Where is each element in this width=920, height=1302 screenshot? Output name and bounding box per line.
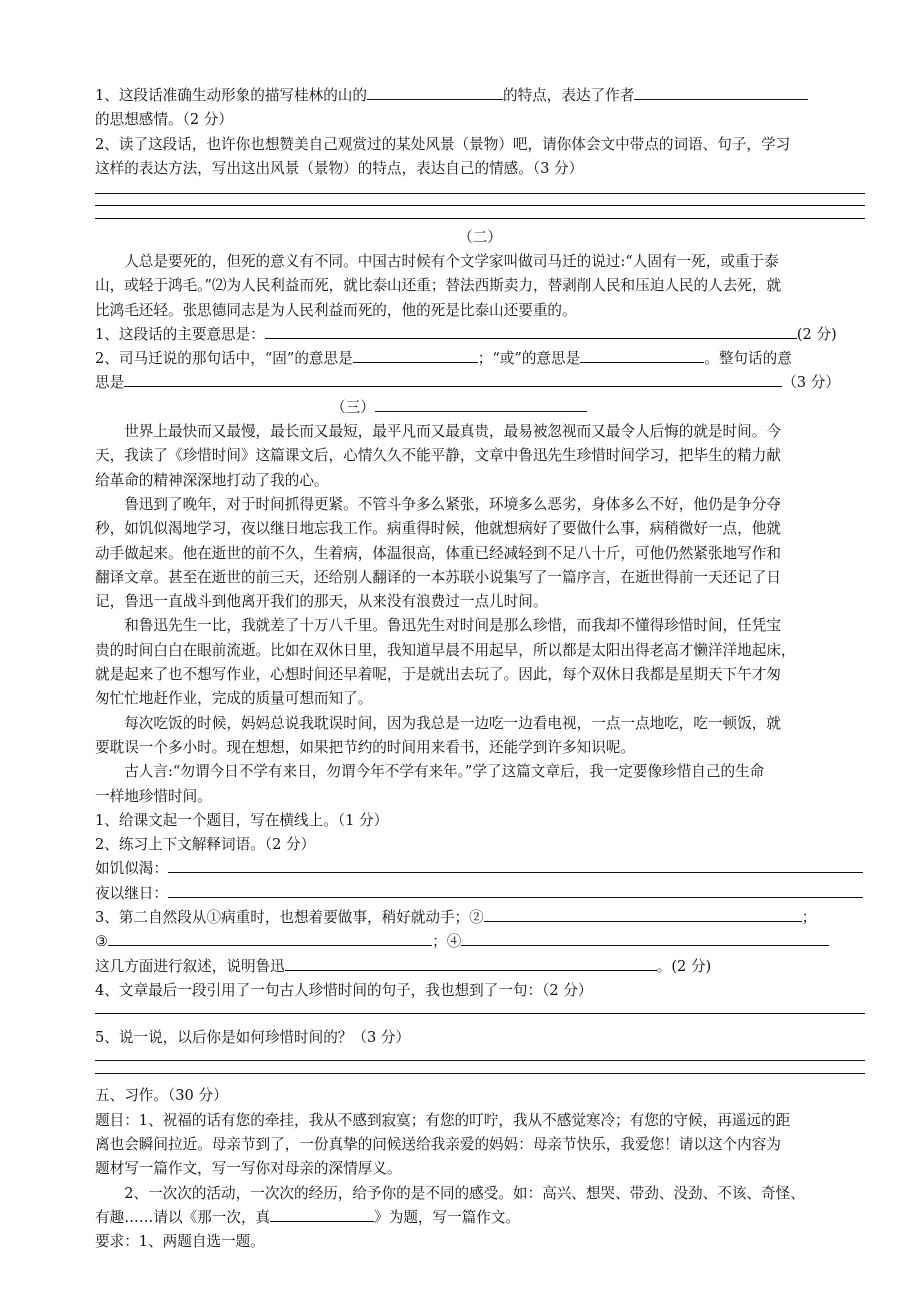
- s3-q1: 1、给课文起一个题目，写在横线上。（1 分）: [95, 811, 389, 829]
- article-line: 翻译文章。甚至在逝世的前三天，还给别人翻译的一本苏联小说集写了一篇序言，在逝世得前一天还记了日: [95, 568, 781, 586]
- answer-blank[interactable]: [285, 955, 657, 971]
- article-line: 每次吃饭的时候，妈妈总说我耽误时间，因为我总是一边吃一边看电视，一点一点地吃，吃一顿饭，就: [124, 714, 781, 732]
- article-line: 要耽误一个多小时。现在想想，如果把节约的时间用来看书，还能学到许多知识呢。: [95, 738, 635, 756]
- s3-w1-line: 如饥似渴：: [95, 857, 865, 881]
- s2-q2-line: 2、司马迁说的那句话中，“固”的意思是 ；“或”的意思是 。整句话的意: [95, 347, 865, 371]
- answer-blank[interactable]: [461, 930, 829, 946]
- prompt-line: 2、一次次的活动，一次次的经历，给予你的是不同的感受。如：高兴、想哭、带劲、没劲、不该、奇怪、: [124, 1184, 805, 1202]
- answer-blank[interactable]: [367, 84, 503, 100]
- answer-blank[interactable]: [168, 857, 863, 873]
- article-body: [95, 420, 865, 809]
- s3-q3-line3: 这几方面进行叙述，说明鲁迅 。(2 分): [95, 955, 865, 979]
- article-line: 秒，如饥似渴地学习，夜以继日地忘我工作。病重得时候，他就想病好了要做什么事，病稍微好一点，他就: [95, 520, 781, 538]
- s3-q2: 2、练习上下文解释词语。（2 分）: [95, 836, 316, 854]
- answer-blank[interactable]: [353, 347, 478, 363]
- s1-q2-line2: 这样的表达方法，写出这出风景（景物）的特点，表达自己的情感。（3 分）: [95, 159, 584, 177]
- answer-line[interactable]: [95, 1073, 865, 1074]
- article-line: 贵的时间白白在眼前流逝。比如在双休日里，我知道早晨不用起早，所以都是太阳出得老高才懒洋洋地起床，: [95, 641, 796, 659]
- article-line: 世界上最快而又最慢，最长而又最短，最平凡而又最真贵，最易被忽视而又最令人后悔的就是时间。今: [124, 423, 781, 441]
- article-line: 天，我读了《珍惜时间》这篇课文后，心情久久不能平静，文章中鲁迅先生珍惜时间学习，把毕生的精力献: [95, 447, 781, 465]
- article-line: 记，鲁迅一直战斗到他离开我们的那天，从来没有浪费过一点儿时间。: [95, 593, 548, 611]
- article-line: 一样地珍惜时间。: [95, 787, 212, 805]
- answer-blank[interactable]: [168, 882, 863, 898]
- answer-blank[interactable]: [484, 906, 802, 922]
- prompt-line: 题目：1、祝福的话有您的牵挂，我从不感到寂寞；有您的叮咛，我从不感觉寒冷；有您的守候，再遥远的距: [95, 1111, 791, 1129]
- s3-q5: 5、说一说，以后你是如何珍惜时间的？（3 分）: [95, 1029, 411, 1047]
- prompt-line: 离也会瞬间拉近。母亲节到了，一份真挚的问候送给我亲爱的妈妈：母亲节快乐，我爱您！请以这个内容为: [95, 1136, 781, 1154]
- article-line: 古人言:“勿谓今日不学有来日，勿谓今年不学有来年。”学了这篇文章后，我一定要像珍惜自己的生命: [124, 763, 765, 781]
- section-heading: （二）: [458, 228, 502, 246]
- paragraph: 人总是要死的，但死的意义有不同。中国古时候有个文学家叫做司马迁的说过:“人固有一死，或重于泰: [124, 252, 779, 270]
- requirement-line: 要求：1、两题自选一题。: [95, 1233, 265, 1251]
- paragraph: 山，或轻于鸿毛。”⑵为人民利益而死，就比泰山还重；替法西斯卖力，替剥削人民和压迫人民的人去死，就: [95, 277, 782, 295]
- answer-blank[interactable]: [124, 371, 782, 387]
- s1-q2-line: 2、读了这段话，也许你也想赞美自己观赏过的某处风景（景物）吧，请你体会文中带点的词语、句子，学习: [95, 135, 791, 153]
- paragraph: 比鸿毛还轻。张思德同志是为人民利益而死的，他的死是比泰山还要重的。: [95, 301, 577, 319]
- answer-blank[interactable]: [265, 323, 797, 339]
- answer-line[interactable]: [95, 1013, 865, 1014]
- s1-q1-line2: 的思想感情。（2 分）: [95, 111, 233, 129]
- title-blank[interactable]: [375, 396, 587, 412]
- title-blank[interactable]: [270, 1206, 374, 1222]
- article-line: 和鲁迅先生一比，我就差了十万八千里。鲁迅先生对时间是那么珍惜，而我却不懂得珍惜时间，任凭宝: [124, 617, 781, 635]
- s1-q1-line: 1、这段话准确生动形象的描写桂林的山的 的特点，表达了作者: [95, 84, 865, 108]
- answer-line[interactable]: [95, 218, 865, 219]
- answer-blank[interactable]: [580, 347, 704, 363]
- article-line: 就是起来了也不想写作业，心想时间还早着呢，于是就出去玩了。因此，每个双休日我都是星期天下午才匆: [95, 666, 781, 684]
- answer-blank[interactable]: [634, 84, 808, 100]
- answer-line[interactable]: [95, 193, 865, 194]
- prompt-line: 题材写一篇作文，写一写你对母亲的深情厚义。: [95, 1160, 402, 1178]
- s3-q3-line: 3、第二自然段从①病重时，也想着要做事，稍好就动手；② ；: [95, 906, 865, 930]
- answer-blank[interactable]: [108, 930, 432, 946]
- s3-w2-line: 夜以继日：: [95, 882, 865, 906]
- answer-line[interactable]: [95, 205, 865, 206]
- article-line: 匆忙忙地赶作业，完成的质量可想而知了。: [95, 690, 373, 708]
- prompt-line-title: 有趣……请以《那一次，真 》为题，写一篇作文。: [95, 1206, 865, 1230]
- article-line: 动手做起来。他在逝世的前不久，生着病，体温很高，体重已经减轻到不足八十斤，可他仍然紧张地写作和: [95, 544, 781, 562]
- s3-q4: 4、文章最后一段引用了一句古人珍惜时间的句子，我也想到了一句：（2 分）: [95, 981, 593, 999]
- exam-page: [95, 84, 865, 1255]
- section-heading-title: （三）: [95, 396, 865, 420]
- article-line: 鲁迅到了晚年，对于时间抓得更紧。不管斗争多么紧张，环境多么恶劣，身体多么不好，他仍是争分夺: [124, 495, 781, 513]
- s2-q1-line: 1、这段话的主要意思是： (2 分): [95, 323, 865, 347]
- answer-line[interactable]: [95, 1060, 865, 1061]
- s3-q3-line2: ③ ；④: [95, 930, 865, 954]
- article-line: 给革命的精神深深地打动了我的心。: [95, 471, 329, 489]
- s2-q2-line2: 思是 （3 分）: [95, 371, 865, 395]
- section-heading: 五、习作。（30 分）: [95, 1087, 228, 1105]
